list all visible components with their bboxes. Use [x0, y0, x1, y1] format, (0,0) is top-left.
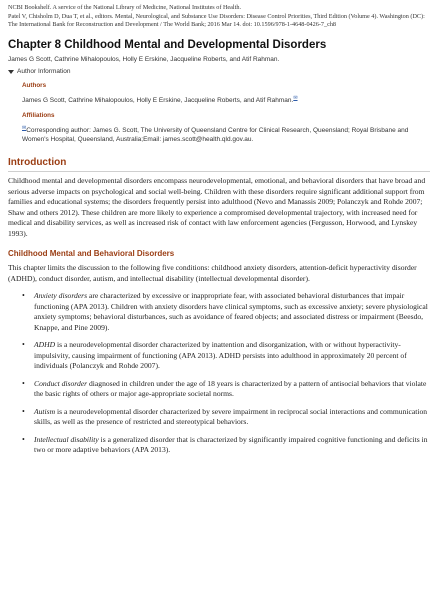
condition-description: is a generalized disorder that is characterized by significantly impaired cognitive functioning and deficits in two or more adaptive behaviors (APA 2013).: [34, 434, 428, 455]
condition-term: Anxiety disorders: [34, 291, 88, 301]
introduction-heading: Introduction: [8, 156, 430, 172]
condition-term: Autism: [34, 406, 56, 416]
bullet-icon: •: [22, 434, 25, 444]
affiliation-body: Corresponding author: James G. Scott, The University of Queensland Centre for Clinical Research, Queensland; Royal Brisbane and Women's Hospital, Queensland, Australia;Email: james.scott@health.qld.gov.au.: [22, 127, 409, 144]
condition-description: is a neurodevelopmental disorder characterized by inattention and disorganization, with or without hyperactivity-impulsivity, causing impairment of functioning (APA 2013). ADHD persists into adulthood in approximately 20 percent of individuals (Polanczyk and Rohde 2007).: [34, 340, 407, 371]
list-item: [22, 291, 430, 333]
list-item: [22, 340, 430, 372]
condition-description: is a neurodevelopmental disorder characterized by severe impairment in reciprocal social interactions and communication skills, as well as the presence of restricted and stereotypical behaviors.: [34, 406, 428, 427]
author-footnote-link[interactable]: ✉: [293, 95, 298, 101]
introduction-paragraph: Childhood mental and developmental disorders encompass neurodevelopmental, emotional, and behavioral disorders that have broad and serious adverse impacts on psychological and social well-being. Children with these disorders require significant additional support from families and educational systems; the disorders frequently persist into adulthood (Nevo and Manassis 2009; Polanczyk and Rohde 2007; Shaw and others 2012). These children are more likely to experience a compromised developmental trajectory, with increased need for medical and disability services, as well as increased risk of contact with law enforcement agencies (Fergusson, Horwood, and Lynskey 1993).: [8, 176, 426, 238]
affiliation-text: [22, 124, 430, 144]
bookshelf-notice: NCBI Bookshelf. A service of the National Library of Medicine, National Institutes of Health.: [8, 4, 242, 11]
chapter-title: Chapter 8 Childhood Mental and Developmental Disorders: [8, 39, 327, 51]
citation: Patel V, Chisholm D, Dua T, et al., editors. Mental, Neurological, and Substance Use Disorders: Disease Control Priorities, Third Edition (Volume 4). Washington (DC): The International Bank for Reconstruction and Development / The World Bank; 2016 Mar 14. doi: 10.1596/978-1-4648-0426-7_ch8: [8, 13, 425, 28]
bullet-icon: •: [22, 378, 25, 388]
caret-down-icon: [8, 70, 14, 74]
author-information-toggle[interactable]: [8, 67, 430, 76]
affiliations-block: [22, 111, 430, 144]
bullet-icon: •: [22, 406, 25, 416]
mental-behavioral-disorders-heading: Childhood Mental and Behavioral Disorders: [8, 249, 175, 259]
affiliation-mark: ✉: [22, 125, 27, 132]
affiliations-label: Affiliations: [22, 112, 55, 120]
conditions-list: [8, 291, 430, 456]
condition-description: diagnosed in children under the age of 18 years is characterized by a pattern of antisocial behaviors that violate the basic rights of others or major age-appropriate societal norms.: [34, 378, 427, 399]
authors-label: Authors: [22, 82, 47, 89]
scope-paragraph: This chapter limits the discussion to the following five conditions: childhood anxiety disorders, attention-deficit hyperactivity disorder (ADHD), conduct disorder, autism, and intellectual disability (intellectual developmental disorder).: [8, 263, 417, 283]
authors-text: [22, 94, 430, 105]
author-information-label: Author Information: [17, 68, 71, 75]
authors-names: James G Scott, Cathrine Mihalopoulos, Holly E Erskine, Jacqueline Roberts, and Atif Rahman.: [22, 97, 294, 105]
list-item: [22, 406, 430, 428]
bullet-icon: •: [22, 291, 25, 301]
list-item: [22, 434, 430, 456]
condition-term: Intellectual disability: [34, 434, 99, 444]
condition-term: Conduct disorder: [34, 378, 88, 388]
bullet-icon: •: [22, 340, 25, 350]
list-item: [22, 378, 430, 400]
condition-description: are characterized by excessive or inappropriate fear, with associated behavioral disturbances that impair functioning (APA 2013). Children with anxiety disorders have clinical symptoms, such as excessive anxiety; severe physiological anxiety symptoms; behavioral disturbances, such as avoidance of feared objects; and associated distress or impairment (Beesdo, Knappe, and Pine 2009).: [34, 291, 428, 332]
author-information-panel: [22, 81, 430, 144]
condition-term: ADHD: [34, 340, 56, 350]
chapter-authors: James G Scott, Cathrine Mihalopoulos, Holly E Erskine, Jacqueline Roberts, and Atif Rahman.: [8, 56, 280, 63]
